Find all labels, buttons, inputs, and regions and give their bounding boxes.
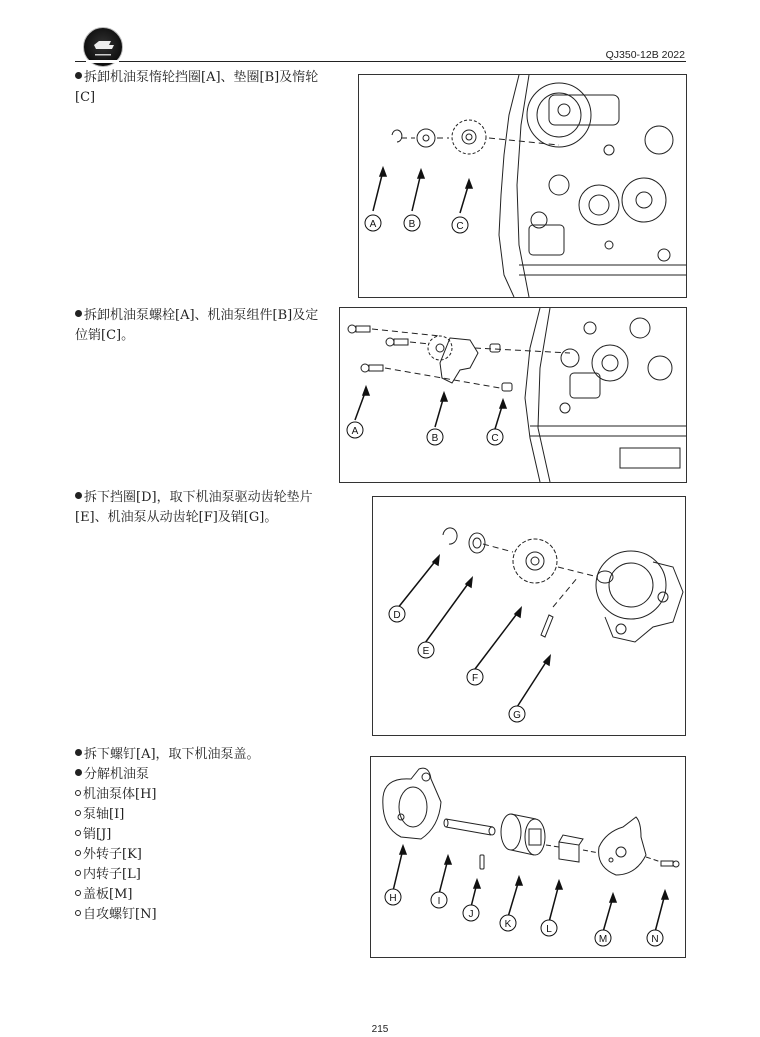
callout-F [467, 669, 483, 685]
list-item: 泵轴[I] [75, 805, 340, 825]
svg-text:L: L [546, 924, 552, 935]
svg-text:C: C [456, 221, 464, 232]
svg-text:K: K [504, 919, 512, 930]
idler-gear-removal-figure [358, 74, 687, 298]
callout-G [509, 706, 525, 722]
callout-N [647, 930, 663, 946]
callout-B [427, 429, 443, 445]
step-2-line-2: 位销[C]。 [75, 328, 135, 343]
callout-M [595, 930, 611, 946]
callout-C [487, 429, 503, 445]
callout-D [389, 606, 405, 622]
hollow-bullet-icon [75, 810, 81, 816]
step-4-list [75, 745, 340, 925]
callout-I [431, 892, 447, 908]
svg-text:H: H [389, 893, 397, 904]
oil-pump-assembly-removal-figure [339, 307, 687, 483]
step-1-line-1: 拆卸机油泵惰轮挡圈[A]、垫圈[B]及惰轮 [84, 70, 319, 85]
hollow-bullet-icon [75, 890, 81, 896]
svg-text:A: A [351, 426, 359, 437]
step-3-line-2: [E]、机油泵从动齿轮[F]及销[G]。 [75, 510, 278, 525]
callout-H [385, 889, 401, 905]
step-1-text [75, 68, 340, 108]
svg-text:B: B [408, 219, 416, 230]
bullet-icon [75, 310, 82, 317]
list-item: 销[J] [75, 825, 340, 845]
svg-text:M: M [598, 934, 608, 945]
hollow-bullet-icon [75, 790, 81, 796]
callout-L [541, 920, 557, 936]
svg-text:B: B [431, 433, 439, 444]
step-2-text [75, 306, 340, 346]
oil-pump-exploded-figure [370, 756, 686, 958]
list-item: 自攻螺钉[N] [75, 905, 340, 925]
svg-text:N: N [651, 934, 659, 945]
step-3-line-1: 拆下挡圈[D]，取下机油泵驱动齿轮垫片 [84, 490, 313, 505]
svg-text:A: A [369, 219, 377, 230]
bullet-icon [75, 749, 82, 756]
page-number: 215 [371, 1024, 389, 1035]
step-3-text [75, 488, 340, 528]
callout-A [365, 215, 381, 231]
bullet-icon [75, 492, 82, 499]
callout-K [500, 915, 516, 931]
oil-pump-gear-figure [372, 496, 686, 736]
bullet-icon [75, 72, 82, 79]
callout-C [452, 217, 468, 233]
step-2-line-1: 拆卸机油泵螺栓[A]、机油泵组件[B]及定 [84, 308, 319, 323]
hollow-bullet-icon [75, 870, 81, 876]
list-item: 机油泵体[H] [75, 785, 340, 805]
callout-A [347, 422, 363, 438]
list-item: 拆下螺钉[A]，取下机油泵盖。 [75, 745, 340, 765]
callout-J [463, 905, 479, 921]
header-rule [75, 61, 686, 62]
list-item: 内转子[L] [75, 865, 340, 885]
svg-text:I: I [437, 896, 441, 907]
svg-text:G: G [513, 710, 521, 721]
callout-E [418, 642, 434, 658]
hollow-bullet-icon [75, 830, 81, 836]
svg-text:D: D [393, 610, 401, 621]
model-label: QJ350-12B 2022 [605, 49, 685, 61]
header-rule-gap [86, 60, 119, 63]
list-item: 盖板[M] [75, 885, 340, 905]
bullet-icon [75, 769, 82, 776]
svg-text:J: J [468, 909, 474, 920]
svg-text:E: E [422, 646, 430, 657]
step-1-line-2: [C] [75, 90, 96, 105]
hollow-bullet-icon [75, 910, 81, 916]
callout-B [404, 215, 420, 231]
svg-text:C: C [491, 433, 499, 444]
list-item: 外转子[K] [75, 845, 340, 865]
svg-text:F: F [471, 673, 479, 684]
hollow-bullet-icon [75, 850, 81, 856]
list-item: 分解机油泵 [75, 765, 340, 785]
